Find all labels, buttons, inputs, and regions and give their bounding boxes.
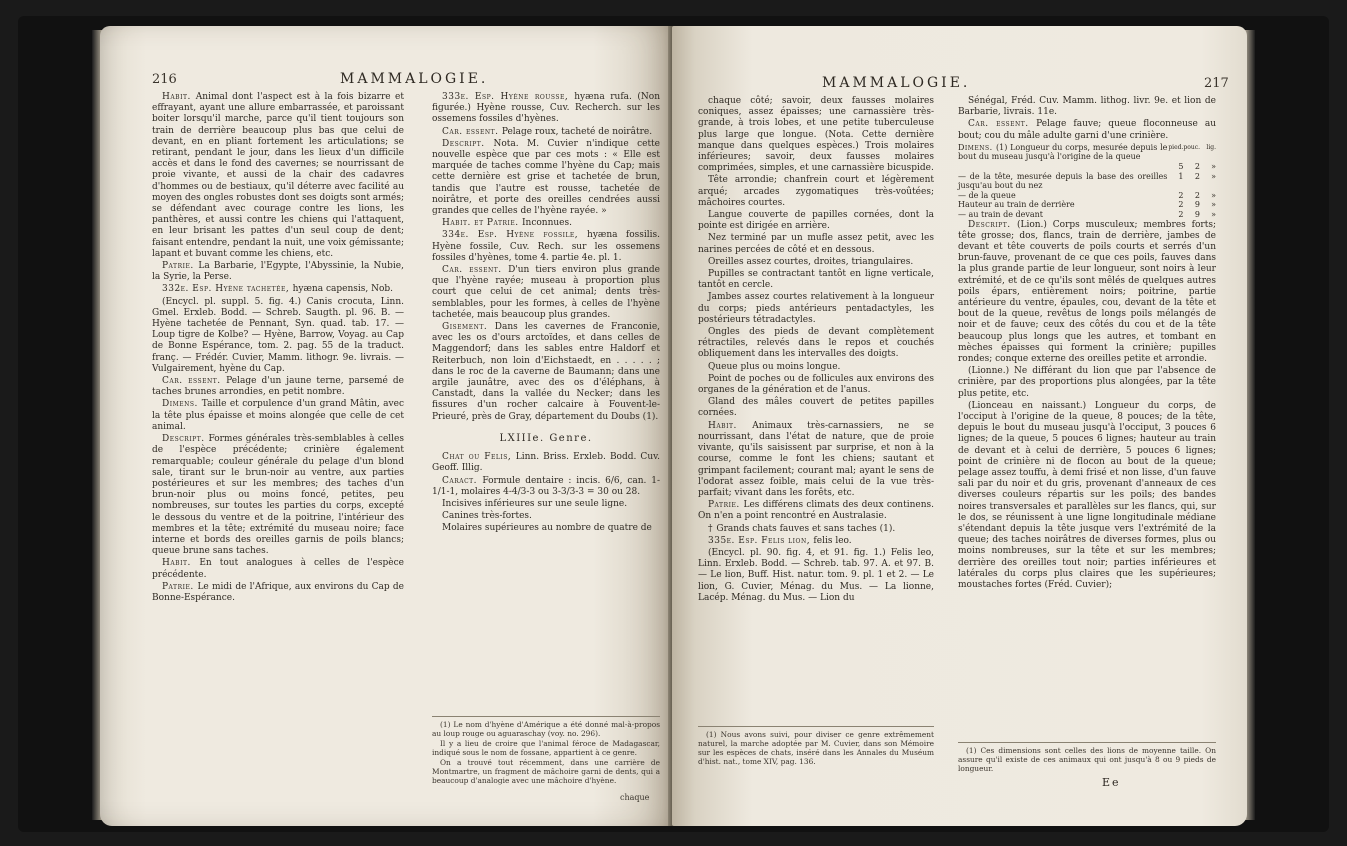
paragraph: [432, 322, 660, 423]
paragraph-label: Car. essent.: [162, 376, 227, 387]
paragraph: [152, 399, 404, 433]
paragraph-label: Patrie.: [162, 581, 198, 592]
paragraph: [698, 500, 934, 522]
right-running-head: MAMMALOGIE.: [822, 75, 971, 91]
paragraph: [432, 92, 660, 126]
paragraph-text: hyæna rufa. (Non figurée.) Hyène rousse, Cuv. Recherch. sur les ossemens fossiles d'hyènes.: [432, 92, 661, 125]
paragraph: [698, 536, 934, 547]
paragraph: [432, 523, 660, 534]
paragraph-label: Car. essent.: [442, 126, 502, 137]
paragraph-text: Sénégal, Fréd. Cuv. Mamm. lithog. livr. 9e. et lion de Barbarie, livrais. 11e.: [958, 96, 1216, 118]
paragraph-text: Pupilles se contractant tantôt en ligne verticale, tantôt en cercle.: [698, 269, 934, 291]
paragraph-text: (Lionceau en naissant.) Longueur du corps, de l'occiput à l'origine de la queue, 8 pouces; de la tête, depuis le bout du museau jusqu'à l'occiput, 3 pouces 6 lignes; de la queue, 5 pouces 6 lignes; hauteur au train de devant et à celui de derrière, 5 pouces 6 lignes; point de crinière ni de flocon au bout de la queue; pelage assez touffu, à demi frisé et non lisse, d'un fauve sali par du noir et du gris, provenant d'anneaux de ces diverses couleurs répartis sur les poils; des bandes noires transversales et parallèles sur les flancs, qui, sur le dos, se réunissent à une ligne longitudinale médiane s'étendant depuis la tête jusque vers l'extrémité de la queue; des taches noirâtres de diverses formes, plus ou moins nombreuses, sur la tête et sur les membres; derrière des oreilles tout noir; parties inférieures et latérales du corps plus claires que les supérieures; moustaches fortes (Fréd. Cuvier);: [958, 400, 1216, 591]
dimension-value: »: [1211, 171, 1216, 181]
paragraph-label: Car. essent.: [968, 119, 1037, 130]
dimension-value: 2: [1194, 162, 1200, 171]
paragraph-label: Patrie.: [162, 261, 199, 272]
paragraph: [958, 96, 1216, 118]
paragraph: [698, 175, 934, 209]
dimension-value: 2: [1194, 190, 1200, 200]
paragraph-label: Caract.: [442, 475, 483, 486]
paragraph-text: Canines très-fortes.: [442, 511, 532, 522]
paragraph-text: La Barbarie, l'Egypte, l'Abyssinie, la Nubie, la Syrie, la Perse.: [152, 261, 404, 283]
paragraph-label: 333e. Esp. Hyène rousse,: [442, 92, 575, 102]
paragraph: [958, 366, 1216, 400]
dimension-value: 9: [1194, 209, 1200, 219]
paragraph-text: Molaires supérieures au nombre de quatre de: [442, 523, 652, 534]
paragraph-text: Pelage roux, tacheté de noirâtre.: [501, 126, 653, 137]
dimension-name: Hauteur au train de derrière: [958, 200, 1075, 210]
paragraph: [152, 558, 404, 580]
footnote-paragraph: Il y a lieu de croire que l'animal féroce de Madagascar, indiqué sous le nom de fossane, appartient à ce genre.: [432, 739, 660, 757]
paragraph-label: Descript.: [162, 434, 209, 445]
dimension-value: 1: [1178, 171, 1184, 181]
right-page: [672, 26, 1247, 826]
paragraph-text: Formes générales très-semblables à celles de l'espèce précédente; crinière également remarquable; couleur générale du pelage d'un blond sale, tirant sur le brun-noir au ventre, aux parties postérieures et sur les membres; des taches d'un brun-noir plus ou moins foncé, petites, peu nombreuses, sur toutes les parties du corps, excepté le dessous du ventre et de la poitrine, l'intérieur des membres et la tête; extrémité du museau noire; face interne et bords des oreilles garnis de poils blancs; queue brune sans taches.: [152, 434, 404, 557]
paragraph-text: (Encycl. pl. 90. fig. 4, et 91. fig. 1.) Felis leo, Linn. Erxleb. Bodd. — Schreb. tab. 97. A. et 97. B. — Le lion, Buff. Hist. natur. tom. 9. pl. 1 et 2. — Le lion, G. Cuvier, Ménag. du Mus. — La lionne, Lacép. Ménag. du Mus. — Lion du: [698, 547, 934, 603]
paragraph-text: Dans les cavernes de Franconie, avec les os d'ours arctoïdes, et dans celles de Maggendorf; dans les sables entre Haldorf et Reiterbuch, non loin d'Eichstaedt, en . . . . . ; dans le roc de la caverne de Baumann; dans une argile jaunâtre, avec des os d'éléphans, à Canstadt, dans la vallée du Necker; dans les fissures d'un rocher calcaire à Fouvent-le-Prieuré, près de Gray, département du Doubs (1).: [432, 322, 661, 422]
paragraph: [698, 327, 934, 361]
right-col2-bottom: [958, 220, 1216, 592]
paragraph: [698, 257, 934, 268]
paragraph-text: Pelage d'un jaune terne, parsemé de taches brunes arrondies, en petit nombre.: [152, 376, 404, 398]
paragraph: [152, 434, 404, 557]
dimension-value: 5: [1178, 162, 1184, 171]
dimension-value: 9: [1194, 200, 1200, 210]
right-col1-footnote-text: (1) Nous avons suivi, pour diviser ce genre extrêmement naturel, la marche adoptée par M. Cuvier, dans son Mémoire sur les espèces de chats, inséré dans les Annales du Muséum d'hist. nat., tome XIV, pag. 136.: [698, 730, 934, 766]
right-col2-top: [958, 96, 1216, 142]
dimension-value: 2: [1178, 200, 1184, 210]
paragraph: [432, 230, 660, 264]
paragraph-text: Pelage fauve; queue floconneuse au bout; cou du mâle adulte garni d'une crinière.: [958, 119, 1216, 141]
paragraph: [698, 374, 934, 396]
paragraph-text: Taille et corpulence d'un grand Mâtin, avec la tête plus épaisse et moins alongée que celle de cet animal.: [152, 399, 404, 432]
right-col2-footnote-text: (1) Ces dimensions sont celles des lions de moyenne taille. On assure qu'il existe de ces animaux qui ont jusqu'à 8 ou 9 pieds de longueur.: [958, 746, 1216, 773]
right-col1-footnote: [698, 726, 934, 767]
paragraph: [958, 401, 1216, 591]
paragraph-label: Descript.: [442, 138, 494, 149]
paragraph: [152, 92, 404, 260]
paragraph-text: Animaux très-carnassiers, ne se nourrissant, dans l'état de nature, que de proie vivante, qu'ils saisissent par surprise, et non à la course, comme le font les chiens; sautant et grimpant facilement; courant mal; ayant le sens de l'odorat assez foible, mais celui de la vue très-parfait; vivant dans les forêts, etc.: [698, 420, 934, 498]
left-column-2: [432, 92, 660, 536]
dimension-value: 2: [1178, 209, 1184, 219]
dimension-name: — de la tête, mesurée depuis la base des oreilles jusqu'au bout du nez: [958, 171, 1168, 191]
unit-header: pouc.: [1183, 143, 1200, 151]
dimension-row: [958, 200, 1216, 210]
paragraph-label: Habit.: [708, 420, 753, 431]
paragraph-text: Ongles des pieds de devant complètement rétractiles, relevés dans le repos et couchés obliquement dans les intervalles des doigts.: [698, 327, 934, 360]
paragraph-label: Chat ou Felis,: [442, 452, 516, 463]
paragraph-text: chaque côté; savoir, deux fausses molaires coniques, assez épaisses; une carnassière très-grande, à trois lobes, et une petite tuberculeuse plus large que longue. (Nota. Cette dernière manque dans quelques espèces.) Trois molaires inférieures; savoir, deux fausses molaires comprimées, simples, et une carnassière bicuspide.: [698, 96, 934, 174]
paragraph-text: hyæna fossilis. Hyène fossile, Cuv. Rech. sur les ossemens fossiles d'hyènes, tome 4. partie 4e. pl. 1.: [432, 230, 660, 263]
paragraph-text: Nota. M. Cuvier n'indique cette nouvelle espèce que par ces mots : « Elle est marquée de taches comme l'hyène du Cap; mais cette dernière est grise et tachetée de brun, tandis que l'autre est rousse, tachetée de noirâtre, et porte des oreilles cendrées aussi grandes que celles de l'hyène rayée. »: [432, 138, 661, 217]
paragraph-label: 334e. Esp. Hyène fossile,: [442, 230, 588, 241]
dimension-name: — de la queue: [958, 190, 1016, 200]
paragraph-text: Point de poches ou de follicules aux environs des organes de la génération et de l'anus.: [698, 373, 934, 396]
paragraph: [432, 127, 660, 138]
dimension-row: [958, 172, 1216, 191]
dimension-name: [958, 162, 1167, 172]
left-running-head: MAMMALOGIE.: [340, 71, 489, 87]
paragraph-label: Dimens.: [162, 399, 202, 410]
unit-header: pied.: [1168, 143, 1184, 151]
paragraph-text: Inconnues.: [521, 218, 572, 229]
paragraph-text: Formule dentaire : incis. 6/6, can. 1-1/1-1, molaires 4-4/3-3 ou 3-3/3-3 = 30 ou 28.: [432, 475, 660, 497]
paragraph-label: Gisement.: [442, 322, 495, 333]
unit-header: lig.: [1206, 143, 1216, 151]
paragraph: [432, 265, 660, 321]
paragraph: [698, 421, 934, 499]
paragraph: [432, 511, 660, 522]
paragraph: [698, 96, 934, 174]
paragraph-label: Descript.: [968, 219, 1017, 230]
paragraph-label: Habit.: [162, 92, 196, 102]
paragraph-text: Queue plus ou moins longue.: [708, 361, 841, 372]
paragraph-text: Tête arrondie; chanfrein court et légèrement arqué; arcades zygomatiques très-voûtées; mâchoires courtes.: [698, 175, 934, 208]
paragraph: [698, 292, 934, 326]
paragraph: [698, 210, 934, 232]
paragraph-text: Incisives inférieures sur une seule ligne.: [442, 498, 628, 509]
paragraph: [698, 362, 934, 373]
left-column-1: [152, 92, 404, 605]
paragraph: [432, 139, 660, 217]
dimension-value: »: [1211, 200, 1216, 210]
paragraph: [432, 452, 660, 474]
left-page-number: 216: [152, 72, 177, 87]
dimension-row: [958, 162, 1216, 172]
paragraph: [698, 233, 934, 255]
paragraph-text: (Lion.) Corps musculeux; membres forts; tête grosse; dos, flancs, train de derrière, jambes de devant et tête couverts de poils courts et serrés d'un brun-fauve, provenant de ce que ces poils, fauves dans la plus grande partie de leur longueur, sont noirs à leur extrémité, et de ce qu'ils sont mêlés de quelques autres poils épars, entièrement noirs; poitrine, partie antérieure du ventre, épaules, cou, devant de la tête et bout de la queue, revêtus de longs poils mélangés de noir et de fauve; ceux des côtés du cou et de la tête beaucoup plus longs que les autres, et tombant en mèches épaisses qui forment la crinière; pupilles rondes; conque externe des oreilles petite et arrondie.: [958, 219, 1216, 364]
paragraph: [698, 269, 934, 291]
paragraph: [152, 582, 404, 604]
dimension-row: [958, 191, 1216, 201]
paragraph: [152, 376, 404, 398]
signature-mark: Ee: [1102, 776, 1121, 789]
right-page-number: 217: [1204, 76, 1229, 91]
paragraph: [152, 297, 404, 375]
footnote-paragraph: On a trouvé tout récemment, dans une carrière de Montmartre, un fragment de mâchoire garni de dents, qui a beaucoup d'analogie avec une mâchoire d'hyène.: [432, 758, 660, 785]
paragraph: [698, 397, 934, 419]
left-footnote: [432, 716, 660, 786]
paragraph: [698, 524, 934, 535]
paragraph-text: Gland des mâles couvert de petites papilles cornées.: [698, 397, 934, 419]
dimensions-table: [958, 143, 1216, 220]
paragraph-label: Habit. et Patrie.: [442, 218, 522, 229]
paragraph-text: hyæna capensis, Nob.: [292, 284, 393, 295]
paragraph-text: (Lionne.) Ne différant du lion que par l'absence de crinière, par des proportions plus alongées, par la tête plus petite, etc.: [958, 366, 1216, 399]
paragraph-text: Animal dont l'aspect est à la fois bizarre et effrayant, ayant une allure embarrassée, et paroissant boiter lorsqu'il marche, parce qu'il tient toujours son train de derrière beaucoup plus bas que celui de devant, en en pliant fortement les articulations; se retirant, pendant le jour, dans les lieux d'un difficile accès et dans le fond des cavernes; se nourrissant de proie vivante, et aussi de la chair des cadavres d'hommes ou de bestiaux, qu'il déterre avec facilité au moyen des ongles robustes dont ses doigts sont armés; se défendant avec courage contre les lions, les panthères, et aussi contre les chiens qui l'attaquent, en leur brisant les pattes d'un seul coup de dent; faisant entendre, pendant la nuit, une voix gémissante; lapant et buvant comme les chiens, etc.: [152, 92, 405, 259]
paragraph: [432, 476, 660, 498]
dimension-value: 2: [1194, 171, 1200, 181]
paragraph-label: 332e. Esp. Hyène tachetée,: [162, 284, 293, 295]
paragraph-text: Les différens climats des deux continens. On n'en a point rencontré en Australasie.: [698, 500, 934, 522]
paragraph: [958, 220, 1216, 366]
dimension-value: »: [1211, 162, 1216, 171]
paragraph-text: Nez terminé par un mufle assez petit, avec les narines percées de côté et en dessous.: [698, 233, 934, 255]
dimension-value: 2: [1178, 190, 1184, 200]
paragraph-label: †: [708, 523, 717, 534]
paragraph-text: Grands chats fauves et sans taches (1).: [716, 523, 896, 534]
catchword: chaque: [620, 793, 650, 802]
paragraph-text: Linn. Briss. Erxleb. Bodd. Cuv. Geoff. Illig.: [432, 452, 660, 474]
right-column-1: [698, 96, 934, 605]
paragraph-text: (Encycl. pl. suppl. 5. fig. 4.) Canis crocuta, Linn. Gmel. Erxleb. Bodd. — Schreb. Saugth. pl. 96. B. — Hyène tachetée de Pennant, Syn. quad. tab. 17. — Loup tigre de Kolbe? — Hyène, Barrow, Voyag. au Cap de Bonne Espérance, tom. 2. pag. 55 de la traduct. franç. — Frédér. Cuvier, Mamm. lithogr. 9e. livrais. — Vulgairement, hyène du Cap.: [152, 296, 404, 374]
dimension-value: »: [1211, 209, 1216, 219]
left-page: [100, 26, 680, 826]
paragraph-label: Patrie.: [708, 500, 744, 511]
dimensions-block: [958, 143, 1216, 220]
paragraph: [152, 261, 404, 283]
paragraph-label: Car. essent.: [442, 265, 509, 276]
paragraph-label: Habit.: [162, 558, 200, 569]
genre-heading: LXIIIe. Genre.: [499, 432, 593, 444]
paragraph: [432, 499, 660, 510]
paragraph: [958, 119, 1216, 141]
paragraph-text: Jambes assez courtes relativement à la longueur du corps; pieds antérieurs pentadactyles, les postérieurs tétradactyles.: [698, 292, 934, 325]
paragraph-text: Oreilles assez courtes, droites, triangulaires.: [708, 256, 914, 267]
dimension-value: »: [1211, 190, 1216, 200]
paragraph: [152, 284, 404, 295]
right-col2-footnote: [958, 742, 1216, 774]
paragraph-text: D'un tiers environ plus grande que l'hyène rayée; museau à proportion plus court que celui de cet animal; dents très-semblables, pour les formes, à celles de l'hyène tachetée, mais beaucoup plus grandes.: [432, 265, 660, 320]
paragraph: [432, 218, 660, 229]
paragraph-label: 335e. Esp. Felis lion,: [708, 535, 814, 546]
dimension-row: [958, 210, 1216, 220]
right-column-2: [958, 96, 1216, 592]
paragraph-text: Le midi de l'Afrique, aux environs du Cap de Bonne-Espérance.: [152, 581, 404, 603]
paragraph-text: Langue couverte de papilles cornées, dont la pointe est dirigée en arrière.: [698, 210, 934, 232]
paragraph-text: felis leo.: [813, 535, 852, 546]
footnote-paragraph: (1) Le nom d'hyène d'Amérique a été donné mal-à-propos au loup rouge ou aguaraschay (voy. no. 296).: [432, 720, 660, 738]
paragraph-text: En tout analogues à celles de l'espèce précédente.: [152, 558, 404, 580]
paragraph: [698, 548, 934, 604]
dimensions-intro: Dimens. (1) Longueur du corps, mesurée depuis le bout du museau jusqu'à l'origine de la queue: [958, 142, 1168, 162]
dimension-name: — au train de devant: [958, 209, 1043, 219]
